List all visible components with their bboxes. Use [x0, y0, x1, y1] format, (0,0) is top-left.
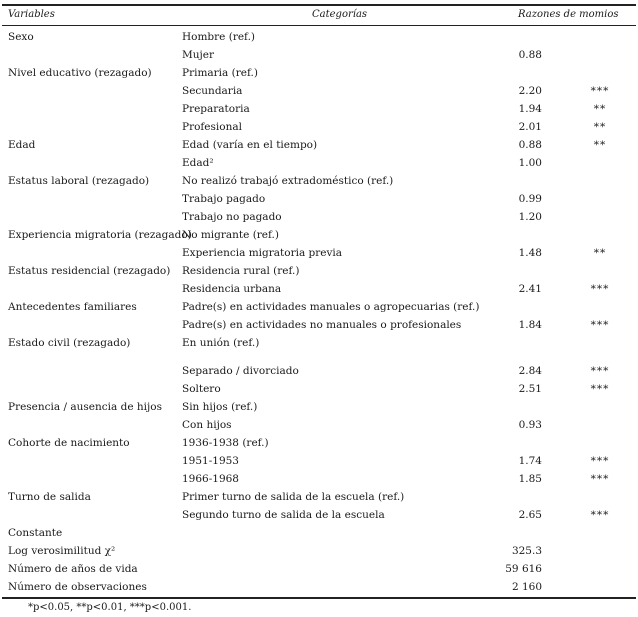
row-variable: Antecedentes familiares	[8, 301, 137, 313]
table-row	[0, 488, 638, 506]
row-significance: ***	[590, 473, 610, 485]
row-significance: **	[593, 139, 607, 151]
table-row	[0, 226, 638, 244]
row-value: 0.99	[518, 193, 542, 205]
row-variable: Edad	[8, 139, 36, 151]
table-row	[0, 154, 638, 172]
row-significance: ***	[590, 85, 610, 97]
row-value: 0.88	[518, 49, 542, 61]
row-value: 0.93	[518, 419, 542, 431]
table-row	[0, 280, 638, 298]
table-row	[0, 298, 638, 316]
row-variable: Cohorte de nacimiento	[8, 437, 130, 449]
row-variable: Presencia / ausencia de hijos	[8, 401, 162, 413]
row-category: Profesional	[182, 121, 242, 133]
table-row	[0, 380, 638, 398]
row-value: 59 616	[505, 563, 542, 575]
top-rule	[2, 4, 636, 6]
row-variable: Nivel educativo (rezagado)	[8, 67, 152, 79]
row-category: 1966-1968	[182, 473, 239, 485]
row-variable: Estado civil (rezagado)	[8, 337, 131, 349]
row-category: Secundaria	[182, 85, 243, 97]
row-value: 1.94	[518, 103, 542, 115]
row-significance: **	[593, 103, 607, 115]
row-category: Edad (varía en el tiempo)	[182, 139, 318, 151]
table-row	[0, 28, 638, 46]
table-row	[0, 434, 638, 452]
table-row	[0, 100, 638, 118]
table-row	[0, 362, 638, 380]
row-value: 2.41	[518, 283, 542, 295]
row-category: 1936-1938 (ref.)	[182, 437, 269, 449]
table-row	[0, 416, 638, 434]
row-value: 1.00	[518, 157, 542, 169]
row-category: Trabajo pagado	[182, 193, 266, 205]
table-row	[0, 172, 638, 190]
table-row	[0, 136, 638, 154]
row-category: Con hijos	[182, 419, 232, 431]
row-category: Padre(s) en actividades manuales o agropecuarias (ref.)	[182, 301, 480, 313]
row-value: 0.88	[518, 139, 542, 151]
row-category: Residencia rural (ref.)	[182, 265, 300, 277]
table-row	[0, 244, 638, 262]
row-variable: Constante	[8, 527, 63, 539]
table-row	[0, 560, 638, 578]
row-category: No migrante (ref.)	[182, 229, 279, 241]
row-value: 2 160	[511, 581, 542, 593]
header-rule	[2, 25, 636, 26]
row-value: 325.3	[511, 545, 542, 557]
table-row	[0, 46, 638, 64]
row-significance: ***	[590, 455, 610, 467]
row-category: En unión (ref.)	[182, 337, 260, 349]
row-variable: Log verosimilitud χ²	[8, 545, 116, 557]
row-value: 2.84	[518, 365, 542, 377]
table-row	[0, 316, 638, 334]
row-variable: Número de años de vida	[8, 563, 138, 575]
row-variable: Sexo	[8, 31, 34, 43]
row-category: Separado / divorciado	[182, 365, 299, 377]
footnote: *p<0.05, **p<0.01, ***p<0.001.	[28, 602, 192, 613]
row-value: 2.01	[518, 121, 542, 133]
table-row	[0, 334, 638, 352]
row-value: 2.65	[518, 509, 542, 521]
table-row	[0, 452, 638, 470]
table-row	[0, 470, 638, 488]
table-row	[0, 542, 638, 560]
row-category: Soltero	[182, 383, 221, 395]
header-categorias: Categorías	[312, 9, 368, 20]
row-category: Primer turno de salida de la escuela (ref.)	[182, 491, 405, 503]
row-category: Residencia urbana	[182, 283, 282, 295]
row-variable: Estatus laboral (rezagado)	[8, 175, 150, 187]
row-significance: **	[593, 247, 607, 259]
row-value: 1.85	[518, 473, 542, 485]
table-row	[0, 208, 638, 226]
row-value: 1.74	[518, 455, 542, 467]
table-row	[0, 64, 638, 82]
row-value: 2.51	[518, 383, 542, 395]
table-row	[0, 190, 638, 208]
row-category: No realizó trabajó extradoméstico (ref.)	[182, 175, 394, 187]
row-category: Trabajo no pagado	[182, 211, 282, 223]
row-category: Edad²	[182, 157, 214, 169]
row-significance: **	[593, 121, 607, 133]
row-significance: ***	[590, 319, 610, 331]
row-significance: ***	[590, 509, 610, 521]
row-value: 1.48	[518, 247, 542, 259]
row-significance: ***	[590, 283, 610, 295]
row-category: Hombre (ref.)	[182, 31, 256, 43]
row-category: Sin hijos (ref.)	[182, 401, 258, 413]
row-category: Mujer	[182, 49, 215, 61]
table-row	[0, 82, 638, 100]
header-razones: Razones de momios	[518, 9, 619, 20]
table-row	[0, 578, 638, 596]
row-category: Experiencia migratoria previa	[182, 247, 343, 259]
row-category: Segundo turno de salida de la escuela	[182, 509, 385, 521]
row-category: Primaria (ref.)	[182, 67, 258, 79]
row-value: 1.84	[518, 319, 542, 331]
row-value: 2.20	[518, 85, 542, 97]
row-variable: Experiencia migratoria (rezagado)	[8, 229, 192, 241]
row-category: Preparatoria	[182, 103, 250, 115]
row-significance: ***	[590, 383, 610, 395]
row-significance: ***	[590, 365, 610, 377]
header-variables: Variables	[8, 9, 55, 20]
table-row	[0, 262, 638, 280]
row-variable: Estatus residencial (rezagado)	[8, 265, 171, 277]
row-category: Padre(s) en actividades no manuales o profesionales	[182, 319, 462, 331]
table-row	[0, 398, 638, 416]
row-variable: Turno de salida	[8, 491, 91, 503]
table-row	[0, 524, 638, 542]
table-row	[0, 506, 638, 524]
bottom-rule	[2, 597, 636, 599]
row-variable: Número de observaciones	[8, 581, 147, 593]
table-row	[0, 118, 638, 136]
row-value: 1.20	[518, 211, 542, 223]
row-category: 1951-1953	[182, 455, 239, 467]
